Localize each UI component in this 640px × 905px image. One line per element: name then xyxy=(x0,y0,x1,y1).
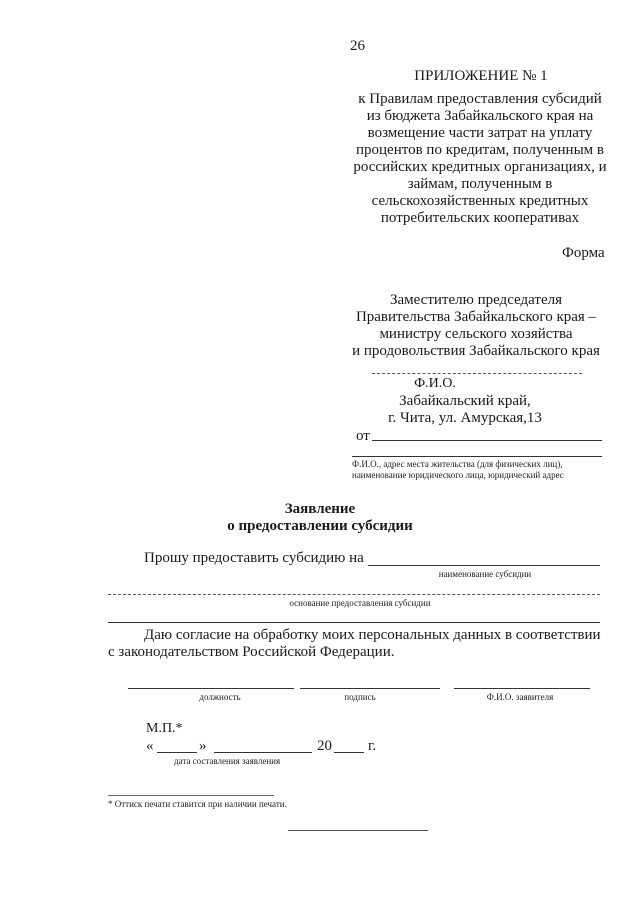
addressee-fio-caption: Ф.И.О. xyxy=(414,376,456,391)
date-caption: дата составления заявления xyxy=(174,756,281,766)
addressee-line: Заместителю председателя xyxy=(389,292,562,308)
addressee-line: министру сельского хозяйства xyxy=(379,326,573,342)
statement-title: Заявление xyxy=(284,501,356,517)
addressee-block xyxy=(340,292,612,360)
address-line: г. Чита, ул. Амурская,13 xyxy=(388,410,542,426)
appendix-line: займам, полученным в xyxy=(407,176,553,192)
address-line: Забайкальский край, xyxy=(399,393,531,409)
page-number: 26 xyxy=(350,38,365,54)
date-open-quote: « xyxy=(146,738,154,754)
from-caption xyxy=(352,459,612,481)
request-text: Прошу предоставить субсидию на xyxy=(144,550,364,566)
basis-field-2[interactable] xyxy=(108,622,600,623)
from-label: от xyxy=(356,428,370,444)
date-month-field[interactable] xyxy=(214,752,312,753)
subsidy-name-field[interactable] xyxy=(368,565,600,566)
appendix-title: ПРИЛОЖЕНИЕ № 1 xyxy=(414,68,548,84)
date-day-field[interactable] xyxy=(157,752,197,753)
appendix-line: к Правилам предоставления субсидий xyxy=(358,91,602,107)
appendix-line: потребительских кооперативах xyxy=(380,210,580,226)
consent-line-2: с законодательством Российской Федерации. xyxy=(108,644,395,660)
applicant-fio-caption: Ф.И.О. заявителя xyxy=(486,692,554,702)
basis-field[interactable] xyxy=(108,594,600,595)
appendix-line: сельскохозяйственных кредитных xyxy=(371,193,589,209)
addressee-address xyxy=(360,393,570,427)
from-caption-line: Ф.И.О., адрес места жительства (для физических лиц), xyxy=(352,459,563,469)
appendix-description xyxy=(340,91,620,227)
stamp-label: М.П.* xyxy=(146,721,183,736)
date-year-field[interactable] xyxy=(334,752,364,753)
consent-line-1: Даю согласие на обработку моих персональных данных в соответствии xyxy=(144,627,601,643)
position-field[interactable] xyxy=(128,688,294,689)
year-prefix: 20 xyxy=(317,738,332,754)
applicant-fio-field[interactable] xyxy=(454,688,590,689)
addressee-line: Правительства Забайкальского края – xyxy=(355,309,597,325)
from-field-line-2[interactable] xyxy=(352,456,602,457)
addressee-line: и продовольствия Забайкальского края xyxy=(352,343,600,359)
footnote: * Оттиск печати ставится при наличии печати. xyxy=(108,799,287,809)
appendix-line: возмещение части затрат на уплату xyxy=(367,125,593,141)
footnote-separator xyxy=(108,795,274,796)
position-caption: должность xyxy=(199,692,241,702)
from-field-line[interactable] xyxy=(372,440,602,441)
form-label: Форма xyxy=(562,245,605,261)
statement-subtitle: о предоставлении субсидии xyxy=(227,518,413,534)
fio-underline xyxy=(372,373,582,374)
signature-caption: подпись xyxy=(344,692,376,702)
subsidy-name-caption: наименование субсидии xyxy=(438,569,532,579)
appendix-line: процентов по кредитам, полученным в xyxy=(356,142,604,158)
date-close-quote: » xyxy=(199,738,207,754)
appendix-line: российских кредитных организациях, и xyxy=(353,159,607,175)
from-caption-line: наименование юридического лица, юридический адрес xyxy=(352,470,564,480)
year-suffix: г. xyxy=(368,738,377,754)
appendix-line: из бюджета Забайкальского края на xyxy=(366,108,594,124)
basis-caption: основание предоставления субсидии xyxy=(289,598,431,608)
end-separator xyxy=(288,830,428,831)
signature-field[interactable] xyxy=(300,688,440,689)
